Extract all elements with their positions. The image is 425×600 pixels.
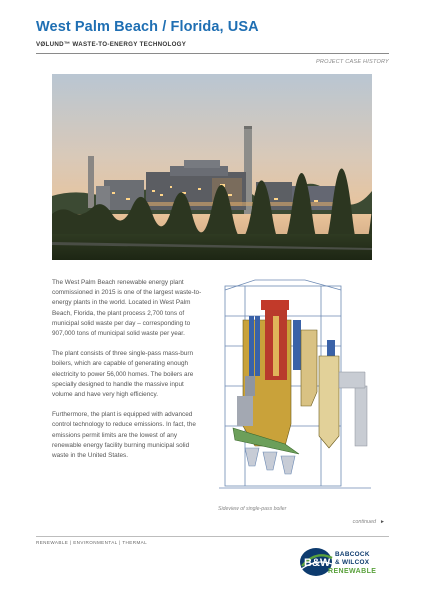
diagram-caption: Sideview of single-pass boiler xyxy=(218,506,287,512)
header-divider xyxy=(36,53,389,54)
continued-label: continued xyxy=(352,519,377,525)
boiler-diagram xyxy=(215,276,375,502)
logo-line2: & WILCOX xyxy=(335,559,370,566)
logo-mark: B&W xyxy=(304,557,331,569)
footer-divider xyxy=(36,536,389,537)
logo-line1: BABCOCK xyxy=(335,551,370,558)
paragraph: The plant consists of three single-pass mass-burn boilers, which are capable of generating enough electricity to power 56,000 homes. The boilers are specially designed to handle the massive input volume and have very high efficiency. xyxy=(52,350,194,399)
paragraph: Furthermore, the plant is equipped with advanced control technology to reduce emissions. In fact, the emissions permit limits are the lowest of any renewable energy facility burning municipal solid waste in the United States. xyxy=(52,411,196,460)
page-title: West Palm Beach / Florida, USA xyxy=(36,19,259,35)
plant-photo xyxy=(52,74,372,260)
paragraph: The West Palm Beach renewable energy plant commissioned in 2015 is one of the largest waste-to-energy plants in the world. Located in West Palm Beach, Florida, the plant process 2,700 tons of municipal solid waste per day – corresponding to 907,000 tons of municipal solid waste per year. xyxy=(52,279,202,338)
body-text xyxy=(52,278,202,471)
footer-tags: RENEWABLE | ENVIRONMENTAL | THERMAL xyxy=(36,540,148,545)
page-subtitle: VØLUND™ WASTE-TO-ENERGY TECHNOLOGY xyxy=(36,41,187,48)
play-arrow-icon: ► xyxy=(380,519,385,525)
case-history-label: PROJECT CASE HISTORY xyxy=(315,59,389,65)
logo-line3: RENEWABLE xyxy=(328,568,377,575)
continued-link[interactable] xyxy=(353,519,385,525)
